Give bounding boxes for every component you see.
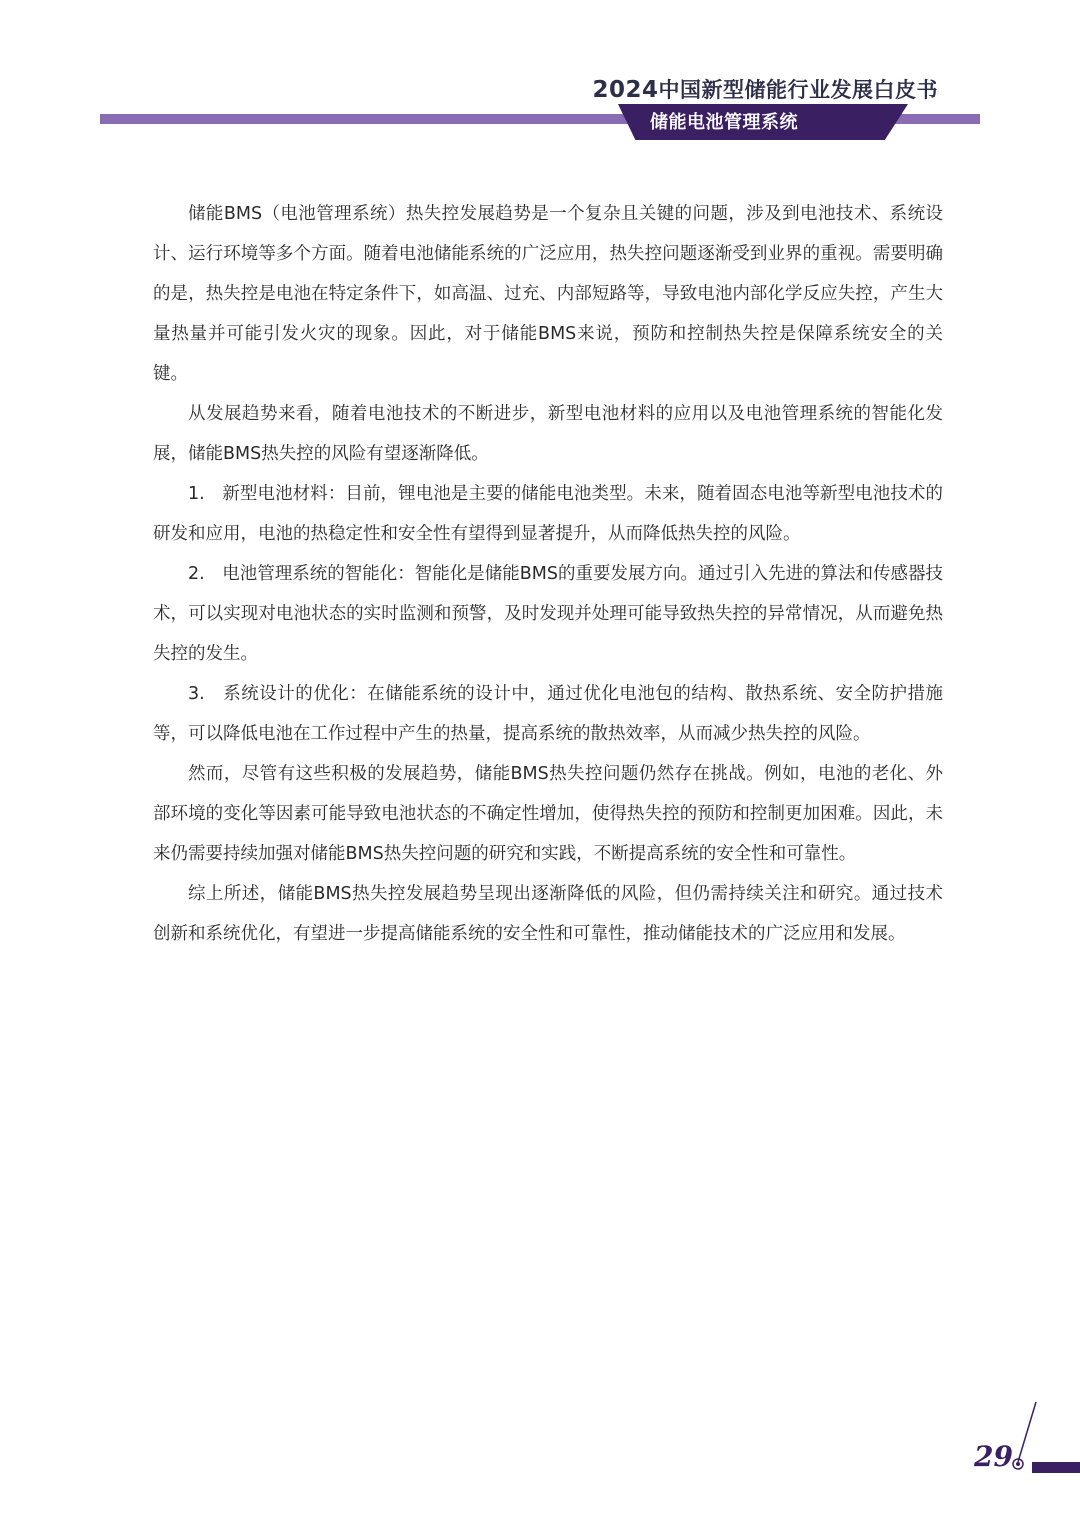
paragraph: 然而，尽管有这些积极的发展趋势，储能BMS热失控问题仍然存在挑战。例如，电池的老化、外部环境的变化等因素可能导致电池状态的不确定性增加，使得热失控的预防和控制更加困难。因此，未来仍需要持续加强对储能BMS热失控问题的研究和实践，不断提高系统的安全性和可靠性。 (153, 764, 943, 864)
document-title-year: 2024 (592, 77, 659, 103)
document-title-text: 中国新型储能行业发展白皮书 (658, 78, 938, 102)
list-item-paragraph: 1. 新型电池材料：目前，锂电池是主要的储能电池类型。未来，随着固态电池等新型电池技术的研发和应用，电池的热稳定性和安全性有望得到显著提升，从而降低热失控的风险。 (153, 484, 943, 544)
paragraph: 从发展趋势来看，随着电池技术的不断进步，新型电池材料的应用以及电池管理系统的智能化发展，储能BMS热失控的风险有望逐渐降低。 (153, 404, 943, 464)
paragraph: 储能BMS（电池管理系统）热失控发展趋势是一个复杂且关键的问题，涉及到电池技术、系统设计、运行环境等多个方面。随着电池储能系统的广泛应用，热失控问题逐渐受到业界的重视。需要明确的是，热失控是电池在特定条件下，如高温、过充、内部短路等，导致电池内部化学反应失控，产生大量热量并可能引发火灾的现象。因此，对于储能BMS来说，预防和控制热失控是保障系统安全的关键。 (153, 204, 943, 384)
body-text (153, 194, 943, 954)
document-title (592, 74, 938, 104)
page-number: 29 (974, 1440, 1013, 1473)
list-item-paragraph: 2. 电池管理系统的智能化：智能化是储能BMS的重要发展方向。通过引入先进的算法和传感器技术，可以实现对电池状态的实时监测和预警，及时发现并处理可能导致热失控的异常情况，从而避免热失控的发生。 (153, 564, 943, 664)
section-title: 储能电池管理系统 (650, 112, 798, 133)
list-item-paragraph: 3. 系统设计的优化：在储能系统的设计中，通过优化电池包的结构、散热系统、安全防护措施等，可以降低电池在工作过程中产生的热量，提高系统的散热效率，从而减少热失控的风险。 (153, 684, 943, 744)
page-number-bar (1032, 1462, 1080, 1473)
paragraph: 综上所述，储能BMS热失控发展趋势呈现出逐渐降低的风险，但仍需持续关注和研究。通过技术创新和系统优化，有望进一步提高储能系统的安全性和可靠性，推动储能技术的广泛应用和发展。 (153, 884, 943, 944)
